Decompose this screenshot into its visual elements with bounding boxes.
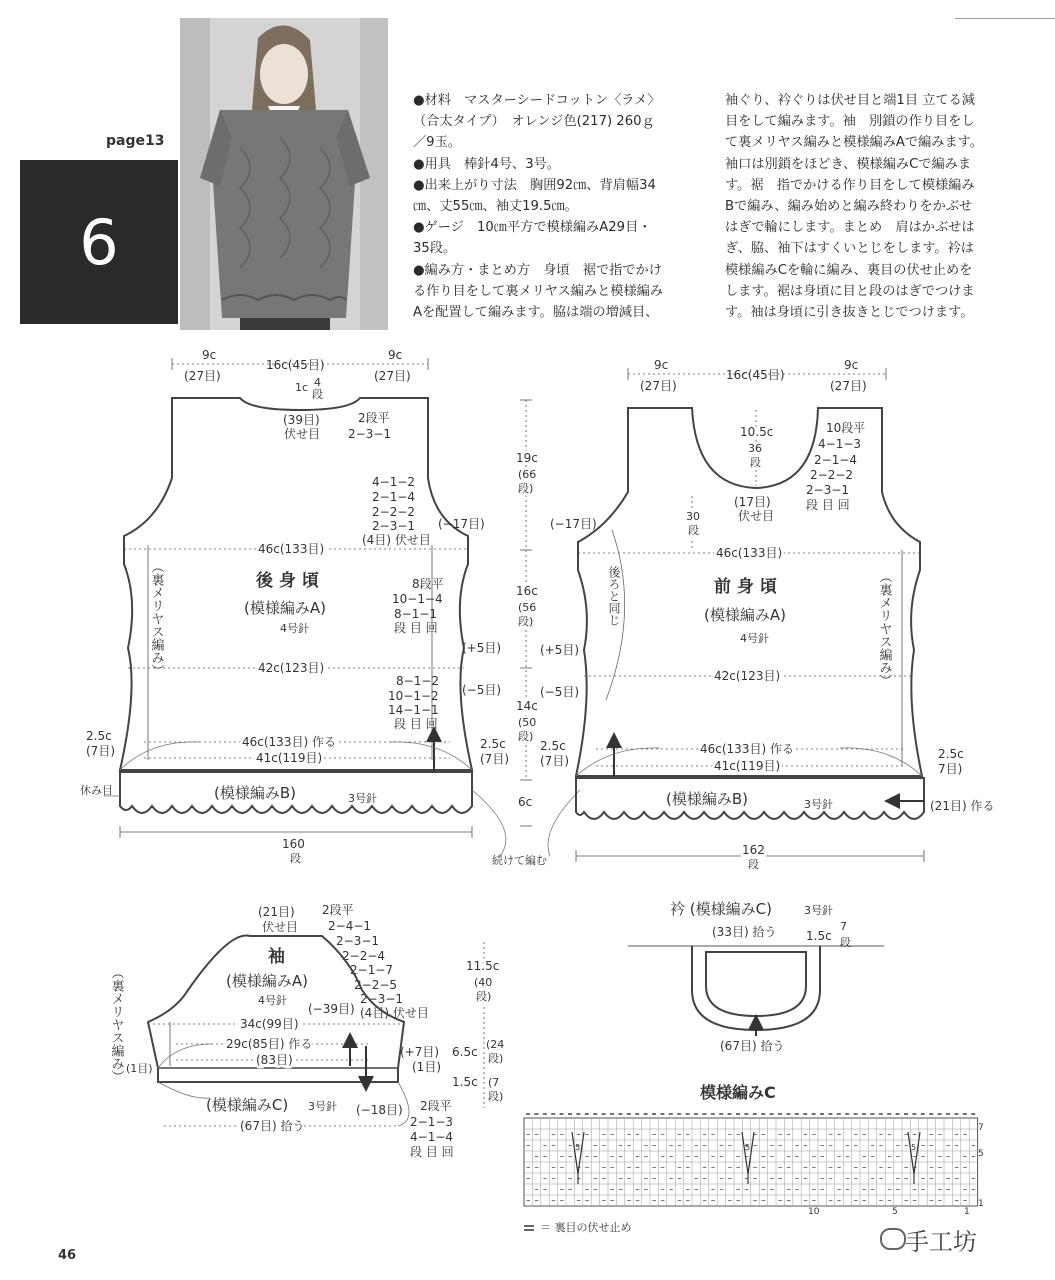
front-hem-band	[576, 778, 924, 819]
front-subtitle: (模様編みA)	[704, 606, 786, 624]
back-inc-3: 8−1−1	[394, 607, 438, 621]
height-14: 14c	[516, 699, 538, 713]
text-line: す。袖は身頃に引き抜きとじでつけます。	[725, 305, 974, 321]
front-left-7: (7目)	[540, 754, 569, 768]
chart-cell-5: 5	[575, 1143, 581, 1152]
front-body-diagram	[540, 358, 994, 871]
collar-diagram	[628, 900, 884, 1053]
back-arm-4: 2−3−1	[372, 519, 416, 533]
back-neck-231: 2−3−1	[348, 427, 392, 441]
back-dec-3: 14−1−1	[388, 703, 439, 717]
front-cast-21: (21目) 作る	[930, 799, 995, 813]
front-width-41: 41c(119目)	[714, 759, 781, 773]
back-inc-2: 10−1−4	[392, 592, 443, 606]
back-minus5: (−5目)	[462, 683, 502, 697]
back-right-25: 2.5c	[480, 737, 506, 751]
sleeve-height-7-dan: 段)	[488, 1090, 504, 1103]
chart-grid	[524, 1114, 978, 1206]
sleeve-needle: 4号針	[258, 994, 287, 1007]
page-reference: page13	[106, 133, 165, 149]
back-plus5: (+5目)	[462, 641, 502, 655]
sleeve-diagram	[109, 903, 505, 1159]
text-line: Aを配置して編みます。脇は端の増減目、	[413, 305, 659, 321]
text-line: Bで編み、編み始めと編み終わりをかぶせ	[725, 199, 973, 215]
front-dim-top-mid: 16c(45目)	[726, 368, 785, 382]
front-dim-top-left-sts: (27目)	[640, 379, 677, 393]
chart-title: 模様編みC	[700, 1083, 776, 1102]
sleeve-width-83: (83目)	[256, 1053, 293, 1067]
chart-row-7: 7	[978, 1123, 984, 1133]
front-arm-minus17: (−17目)	[550, 517, 597, 531]
watermark: 手工坊	[905, 1228, 977, 1256]
front-needle: 4号針	[740, 632, 769, 645]
back-neck-bind: 伏せ目	[284, 427, 321, 441]
front-neck-3: 2−1−4	[814, 453, 858, 467]
back-dec-1: 8−1−2	[396, 674, 440, 688]
back-arm-minus17: (−17目)	[438, 517, 485, 531]
sleeve-height-40-dan: 段)	[476, 990, 492, 1003]
front-minus5: (−5目)	[540, 685, 580, 699]
sleeve-shape-1: 2段平	[322, 903, 354, 917]
text-line: す。裾 指でかける作り目をして模様編み	[725, 177, 975, 193]
back-width-46: 46c(133目)	[258, 542, 325, 556]
sleeve-width-34: 34c(99目)	[240, 1017, 299, 1031]
text-line: ㎝、丈55㎝、袖丈19.5㎝。	[413, 199, 578, 215]
text-line: ●編み方・まとめ方 身頃 裾で指でかけ	[413, 262, 662, 278]
back-hem-rows: 160	[282, 837, 305, 851]
chart-row-5: 5	[978, 1149, 984, 1159]
sleeve-cuff-2: 2−1−3	[410, 1115, 454, 1129]
text-line: 35段。	[413, 241, 457, 257]
back-dec-4: 段 目 回	[394, 717, 438, 731]
front-plus5: (+5目)	[540, 643, 580, 657]
sleeve-pick-67: (67目) 拾う	[240, 1119, 305, 1133]
wechat-icon	[880, 1228, 906, 1250]
sleeve-minus39: (−39目)	[308, 1002, 355, 1016]
text-line: します。裾は身頃に目と段のはぎでつけま	[725, 283, 975, 299]
chart-cell-5: 5	[745, 1143, 751, 1152]
text-line: ／9玉。	[413, 135, 461, 151]
front-right-25: 2.5c	[938, 747, 964, 761]
chart-cell-5: 5	[911, 1143, 917, 1152]
front-arm-dan: 段	[688, 524, 699, 537]
sleeve-height-15: 1.5c	[452, 1075, 478, 1089]
chart-col-10: 10	[808, 1207, 820, 1217]
front-left-25: 2.5c	[540, 739, 566, 753]
back-title: 後 身 頃	[256, 571, 319, 591]
chart-legend: ＝ 裏目の伏せ止め	[540, 1221, 632, 1234]
text-line: ●出来上がり寸法 胸囲92㎝、背肩幅34	[413, 177, 656, 193]
front-arm-rows: 30	[686, 510, 700, 523]
text-line: て裏メリヤス編みと模様編みAで編みます。	[725, 135, 983, 151]
stitch-chart-c	[524, 1083, 984, 1234]
text-line: 模様編みCを輪に編み、裏目の伏せ止めを	[725, 262, 973, 278]
front-hem-needle: 3号針	[804, 798, 833, 811]
back-dec-2: 10−1−2	[388, 689, 439, 703]
height-14-rows: (50	[518, 716, 537, 729]
back-arm-5: (4目) 伏せ目	[362, 533, 431, 547]
front-hem-dan: 段	[748, 858, 759, 871]
collar-needle: 3号針	[804, 904, 833, 917]
text-line: （合太タイプ） オレンジ色(217) 260ｇ	[413, 114, 655, 130]
text-line: ●用具 棒針4号、3号。	[413, 156, 560, 172]
text-line: 袖ぐり、衿ぐりは伏せ目と端1目 立てる減	[725, 93, 975, 108]
sleeve-title: 袖	[268, 947, 285, 967]
front-neck-6: 段 目 回	[806, 498, 850, 512]
height-6: 6c	[518, 795, 533, 809]
sleeve-height-24-dan: 段)	[488, 1052, 504, 1065]
sleeve-cuff-3: 4−1−4	[410, 1130, 454, 1144]
back-dim-top-right: 9c	[388, 348, 403, 362]
sleeve-shape-6: 2−2−5	[354, 978, 398, 992]
sleeve-height-65: 6.5c	[452, 1045, 478, 1059]
front-title: 前 身 頃	[714, 577, 777, 597]
back-dim-top-left-sts: (27目)	[184, 369, 221, 383]
sleeve-cuff-needle: 3号針	[308, 1100, 337, 1113]
back-neck-dan: 段	[312, 388, 323, 401]
height-19-dan: 段)	[518, 482, 534, 495]
sleeve-shape-4: 2−2−4	[342, 949, 386, 963]
front-cast-46: 46c(133目) 作る	[700, 742, 794, 756]
sleeve-height-7: (7	[488, 1076, 500, 1089]
text-line: ぎ、脇、袖下はすくいとじをします。衿は	[725, 241, 974, 257]
sleeve-shape-5: 2−1−7	[350, 963, 394, 977]
height-16-dan: 段)	[518, 615, 534, 628]
sleeve-bind-sts: (21目)	[258, 905, 295, 919]
back-hem-label: (模様編みB)	[214, 784, 296, 802]
back-side-label: （裏メリヤス編み）	[148, 560, 164, 677]
sleeve-height-40: (40	[474, 976, 493, 989]
sleeve-one-st: (1目)	[126, 1062, 153, 1075]
continue-knitting: 続けて編む	[492, 854, 547, 867]
sleeve-shape-2: 2−4−1	[328, 919, 372, 933]
text-line: ●材料 マスターシードコットン〈ラメ〉	[413, 93, 661, 108]
front-neck-2: 4−1−3	[818, 437, 862, 451]
back-width-42: 42c(123目)	[258, 661, 325, 675]
text-line: 目をして編みます。袖 別鎖の作り目をし	[725, 114, 975, 130]
back-hem-dan: 段	[290, 852, 301, 865]
chart-col-1: 1	[964, 1207, 970, 1217]
front-dim-top-right: 9c	[844, 358, 859, 372]
sleeve-plus7-b: (1目)	[412, 1060, 441, 1074]
back-neck-2dan: 2段平	[358, 411, 390, 425]
back-inc-1: 8段平	[412, 577, 444, 591]
collar-height-7: 7	[840, 920, 847, 933]
sleeve-height-115: 11.5c	[466, 959, 500, 973]
collar-height-15: 1.5c	[806, 929, 832, 943]
front-dim-top-left: 9c	[654, 358, 669, 372]
back-neck-sts: (39目)	[283, 413, 320, 427]
back-neck-rows: 4	[314, 376, 321, 389]
height-19: 19c	[516, 451, 538, 465]
sleeve-bind-label: 伏せ目	[262, 920, 299, 934]
front-neck-1: 10段平	[826, 421, 866, 435]
back-dim-top-mid: 16c(45目)	[266, 358, 325, 372]
height-19-rows: (66	[518, 468, 537, 481]
front-neck-sts: (17目)	[734, 495, 771, 509]
front-hem-label: (模様編みB)	[666, 790, 748, 808]
back-dim-top-left: 9c	[202, 348, 217, 362]
back-left-25: 2.5c	[86, 729, 112, 743]
height-16: 16c	[516, 584, 538, 598]
front-same-as-back: 後ろと同じ	[607, 566, 621, 626]
back-cast-46: 46c(133目) 作る	[242, 735, 336, 749]
front-side-label: （裏メリヤス編み）	[876, 570, 892, 687]
back-needle: 4号針	[280, 622, 309, 635]
sleeve-cuff-4: 段 目 回	[410, 1145, 454, 1159]
height-16-rows: (56	[518, 601, 537, 614]
sleeve-minus18: (−18目)	[356, 1103, 403, 1117]
back-width-41: 41c(119目)	[256, 751, 323, 765]
sleeve-height-24: (24	[486, 1038, 505, 1051]
chart-col-5: 5	[892, 1207, 898, 1217]
back-arm-1: 4−1−2	[372, 475, 416, 489]
sleeve-cuff-1: 2段平	[420, 1099, 452, 1113]
front-neck-rows: 36	[748, 442, 762, 455]
collar-height-7-dan: 段	[840, 936, 851, 949]
back-right-7: (7目)	[480, 752, 509, 766]
back-subtitle: (模様編みA)	[244, 599, 326, 617]
back-dim-top-right-sts: (27目)	[374, 369, 411, 383]
sleeve-shape-3: 2−3−1	[336, 934, 380, 948]
vertical-dimensions	[516, 400, 538, 826]
collar-title: 衿 (模様編みC)	[670, 900, 772, 918]
text-line: 袖口は別鎖をほどき、模様編みCで編みま	[725, 156, 972, 172]
back-body-diagram	[80, 348, 580, 867]
sleeve-subtitle: (模様編みA)	[226, 972, 308, 990]
sleeve-shape-8: (4目) 伏せ目	[360, 1006, 429, 1020]
front-hem-rows: 162	[742, 843, 765, 857]
back-arm-3: 2−2−2	[372, 505, 416, 519]
sleeve-cast-29: 29c(85目) 作る	[226, 1037, 313, 1051]
front-right-7: 7目)	[938, 762, 963, 776]
back-rest-sts: 休み目	[80, 784, 113, 797]
back-hem-band	[120, 772, 472, 813]
text-line: る作り目をして裏メリヤス編みと模様編み	[413, 283, 664, 299]
front-width-42: 42c(123目)	[714, 669, 781, 683]
front-neck-4: 2−2−2	[810, 468, 854, 482]
sleeve-side-label: （裏メリヤス編み）	[108, 966, 124, 1083]
back-hem-needle: 3号針	[348, 792, 377, 805]
text-line: はぎで輪にします。まとめ 肩はかぶせは	[725, 220, 975, 236]
front-neck-dan: 段	[750, 456, 761, 469]
front-dim-top-right-sts: (27目)	[830, 379, 867, 393]
height-14-dan: 段)	[518, 730, 534, 743]
back-left-7: (7目)	[86, 744, 115, 758]
text-line: ●ゲージ 10㎝平方で模様編みA29目・	[413, 220, 652, 236]
sleeve-cuff-label: (模様編みC)	[206, 1096, 289, 1114]
back-inc-4: 段 目 回	[394, 621, 438, 635]
front-width-46: 46c(133目)	[716, 546, 783, 560]
chart-row-1: 1	[978, 1199, 984, 1209]
front-neck-depth: 10.5c	[740, 425, 774, 439]
front-neck-5: 2−3−1	[806, 483, 850, 497]
page-number: 46	[58, 1248, 77, 1263]
back-arm-2: 2−1−4	[372, 490, 416, 504]
sleeve-plus7: (+7目)	[400, 1045, 440, 1059]
front-neck-bind: 伏せ目	[738, 509, 775, 523]
pattern-number: 6	[79, 205, 119, 279]
back-neck-depth: 1c	[295, 381, 309, 394]
sleeve-shape-7: 2−3−1	[360, 992, 404, 1006]
collar-pick-67: (67目) 拾う	[720, 1039, 785, 1053]
collar-pick-33: (33目) 拾う	[712, 925, 777, 939]
